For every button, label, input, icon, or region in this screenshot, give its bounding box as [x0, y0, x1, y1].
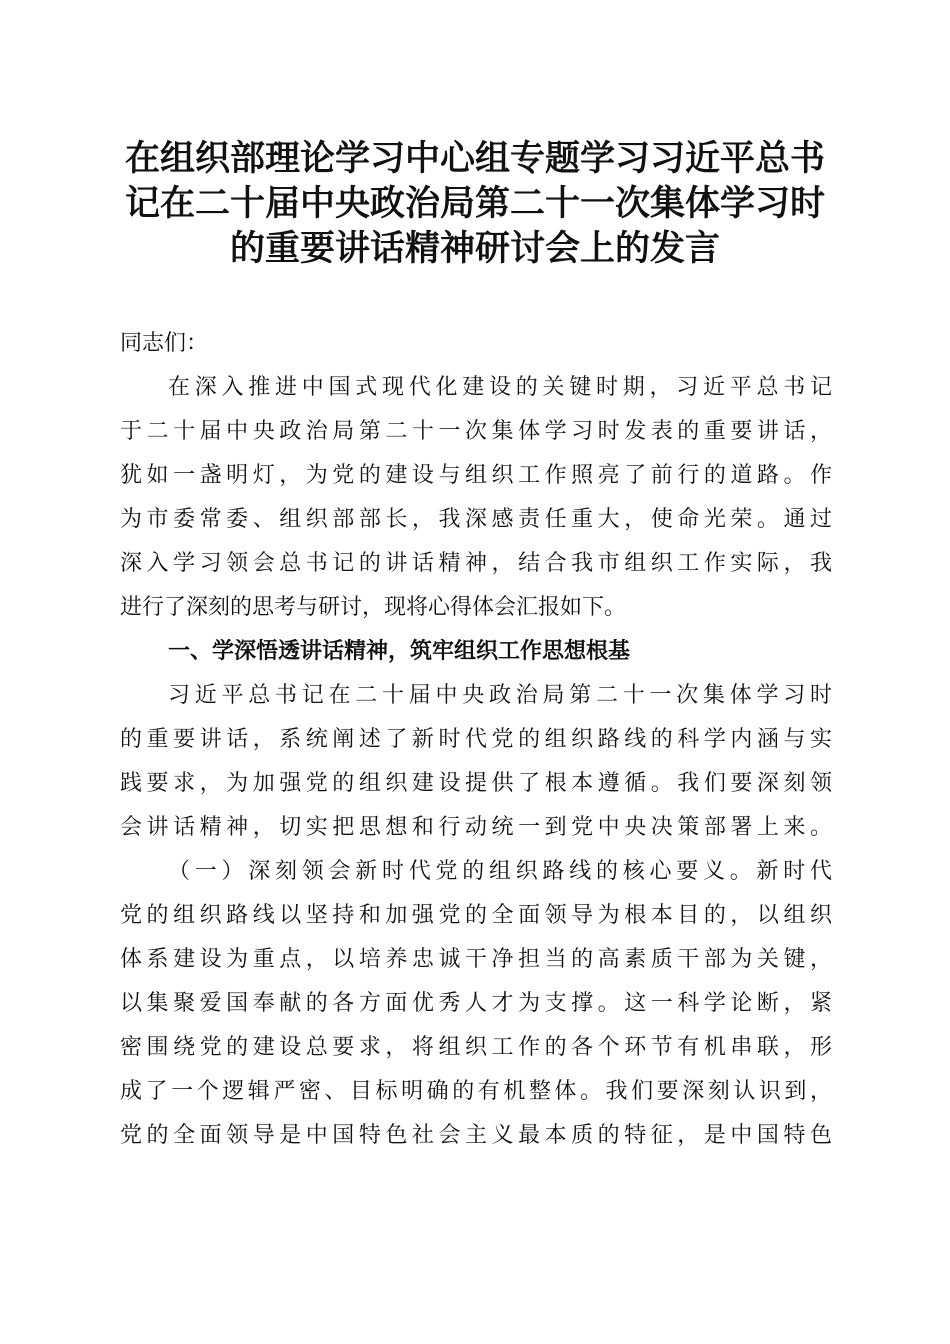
paragraph-line: 的重要讲话，系统阐述了新时代党的组织路线的科学内涵与实 — [120, 727, 832, 752]
title-line: 记在二十届中央政治局第二十一次集体学习时 — [124, 183, 825, 224]
paragraph-line: 深入学习领会总书记的讲话精神，结合我市组织工作实际，我 — [120, 551, 832, 576]
paragraph-line: 党的全面领导是中国特色社会主义最本质的特征，是中国特色 — [120, 1123, 832, 1148]
paragraph-line: 成了一个逻辑严密、目标明确的有机整体。我们要深刻认识到， — [120, 1079, 832, 1104]
paragraph-line: 践要求，为加强党的组织建设提供了根本遵循。我们要深刻领 — [120, 771, 832, 796]
paragraph-line: 于二十届中央政治局第二十一次集体学习时发表的重要讲话， — [120, 419, 832, 444]
paragraph-line: 进行了深刻的思考与研讨，现将心得体会汇报如下。 — [120, 595, 627, 620]
paragraph-line: 习近平总书记在二十届中央政治局第二十一次集体学习时 — [168, 683, 832, 708]
paragraph-line: 体系建设为重点，以培养忠诚干净担当的高素质干部为关键， — [120, 947, 832, 972]
intro-paragraph — [120, 366, 832, 630]
title-line: 在组织部理论学习中心组专题学习习近平总书 — [124, 138, 825, 179]
title-line: 的重要讲话精神研讨会上的发言 — [229, 228, 720, 269]
paragraph-line: （一）深刻领会新时代党的组织路线的核心要义。新时代 — [168, 859, 832, 884]
document-title — [105, 136, 845, 271]
document-body — [120, 322, 832, 1158]
salutation: 同志们： — [120, 331, 209, 356]
section-heading: 一、学深悟透讲话精神，筑牢组织工作思想根基 — [168, 639, 631, 664]
section-paragraph — [120, 674, 832, 850]
paragraph-line: 以集聚爱国奉献的各方面优秀人才为支撑。这一科学论断，紧 — [120, 991, 832, 1016]
subsection-paragraph — [120, 850, 832, 1158]
paragraph-line: 密围绕党的建设总要求，将组织工作的各个环节有机串联，形 — [120, 1035, 832, 1060]
paragraph-line: 为市委常委、组织部部长，我深感责任重大，使命光荣。通过 — [120, 507, 832, 532]
paragraph-line: 在深入推进中国式现代化建设的关键时期，习近平总书记 — [168, 375, 832, 400]
paragraph-line: 犹如一盏明灯，为党的建设与组织工作照亮了前行的道路。作 — [120, 463, 832, 488]
paragraph-line: 会讲话精神，切实把思想和行动统一到党中央决策部署上来。 — [120, 815, 832, 840]
paragraph-line: 党的组织路线以坚持和加强党的全面领导为根本目的，以组织 — [120, 903, 832, 928]
